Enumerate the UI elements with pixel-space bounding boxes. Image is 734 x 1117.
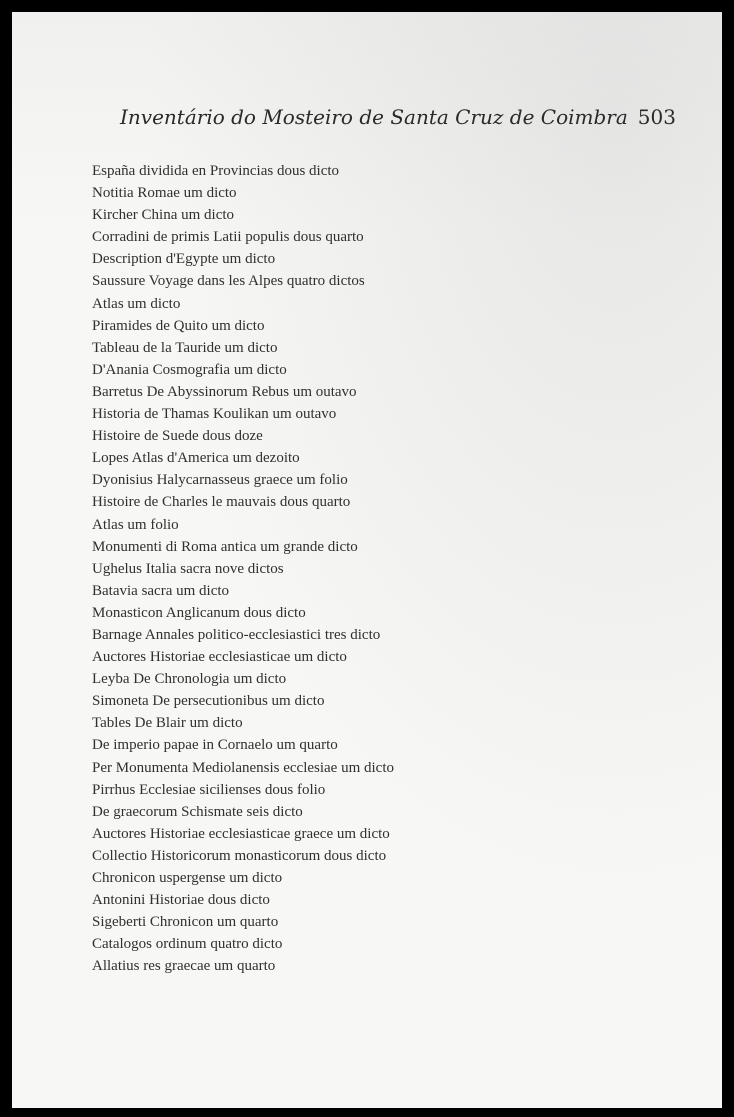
inventory-entry: Collectio Historicorum monasticorum dous dicto — [92, 847, 387, 864]
inventory-entry: De imperio papae in Cornaelo um quarto — [92, 737, 338, 754]
inventory-entry: De graecorum Schismate seis dicto — [92, 803, 303, 820]
running-header — [120, 105, 676, 129]
page-title: Inventário do Mosteiro de Santa Cruz de Coimbra — [120, 105, 628, 129]
inventory-entry: Description d'Egypte um dicto — [92, 251, 276, 268]
inventory-entry: Batavia sacra um dicto — [92, 582, 230, 599]
inventory-entry: D'Anania Cosmografia um dicto — [92, 361, 287, 378]
inventory-entry: Monumenti di Roma antica um grande dicto — [92, 538, 358, 555]
inventory-entry: Auctores Historiae ecclesiasticae graece um dicto — [92, 825, 390, 842]
inventory-list — [92, 160, 394, 977]
inventory-entry: Pirrhus Ecclesiae sicilienses dous folio — [92, 781, 326, 798]
inventory-entry: Kircher China um dicto — [92, 207, 235, 224]
inventory-entry: Atlas um dicto — [92, 295, 181, 312]
inventory-entry: Tableau de la Tauride um dicto — [92, 339, 278, 356]
inventory-entry: Antonini Historiae dous dicto — [92, 892, 270, 909]
inventory-entry: España dividida en Provincias dous dicto — [92, 163, 340, 179]
inventory-entry: Simoneta De persecutionibus um dicto — [92, 693, 325, 710]
inventory-entry: Monasticon Anglicanum dous dicto — [92, 604, 306, 621]
inventory-entry: Tables De Blair um dicto — [92, 715, 243, 732]
inventory-entry: Auctores Historiae ecclesiasticae um dicto — [92, 649, 347, 666]
inventory-entry: Leyba De Chronologia um dicto — [92, 671, 287, 688]
inventory-entry: Piramides de Quito um dicto — [92, 317, 265, 334]
inventory-entry: Dyonisius Halycarnasseus graece um folio — [92, 472, 348, 489]
page-number: 503 — [637, 105, 676, 129]
inventory-entry: Notitia Romae um dicto — [92, 185, 237, 202]
inventory-entry: Barretus De Abyssinorum Rebus um outavo — [92, 383, 357, 400]
inventory-entry: Lopes Atlas d'America um dezoito — [92, 450, 300, 467]
inventory-entry: Barnage Annales politico-ecclesiastici tres dicto — [92, 626, 381, 643]
inventory-entry: Saussure Voyage dans les Alpes quatro dictos — [92, 273, 365, 290]
document-page — [12, 12, 722, 1108]
inventory-entry: Histoire de Charles le mauvais dous quarto — [92, 494, 351, 511]
inventory-entry: Historia de Thamas Koulikan um outavo — [92, 406, 337, 423]
inventory-entry: Catalogos ordinum quatro dicto — [92, 936, 283, 953]
inventory-entry: Per Monumenta Mediolanensis ecclesiae um dicto — [92, 759, 394, 776]
inventory-entry: Ughelus Italia sacra nove dictos — [92, 560, 284, 577]
inventory-entry: Histoire de Suede dous doze — [92, 428, 263, 445]
inventory-entry: Allatius res graecae um quarto — [92, 958, 276, 975]
inventory-entry: Atlas um folio — [92, 516, 179, 533]
inventory-entry: Sigeberti Chronicon um quarto — [92, 914, 279, 931]
inventory-entry: Corradini de primis Latii populis dous quarto — [92, 229, 364, 246]
inventory-entry: Chronicon uspergense um dicto — [92, 870, 283, 886]
